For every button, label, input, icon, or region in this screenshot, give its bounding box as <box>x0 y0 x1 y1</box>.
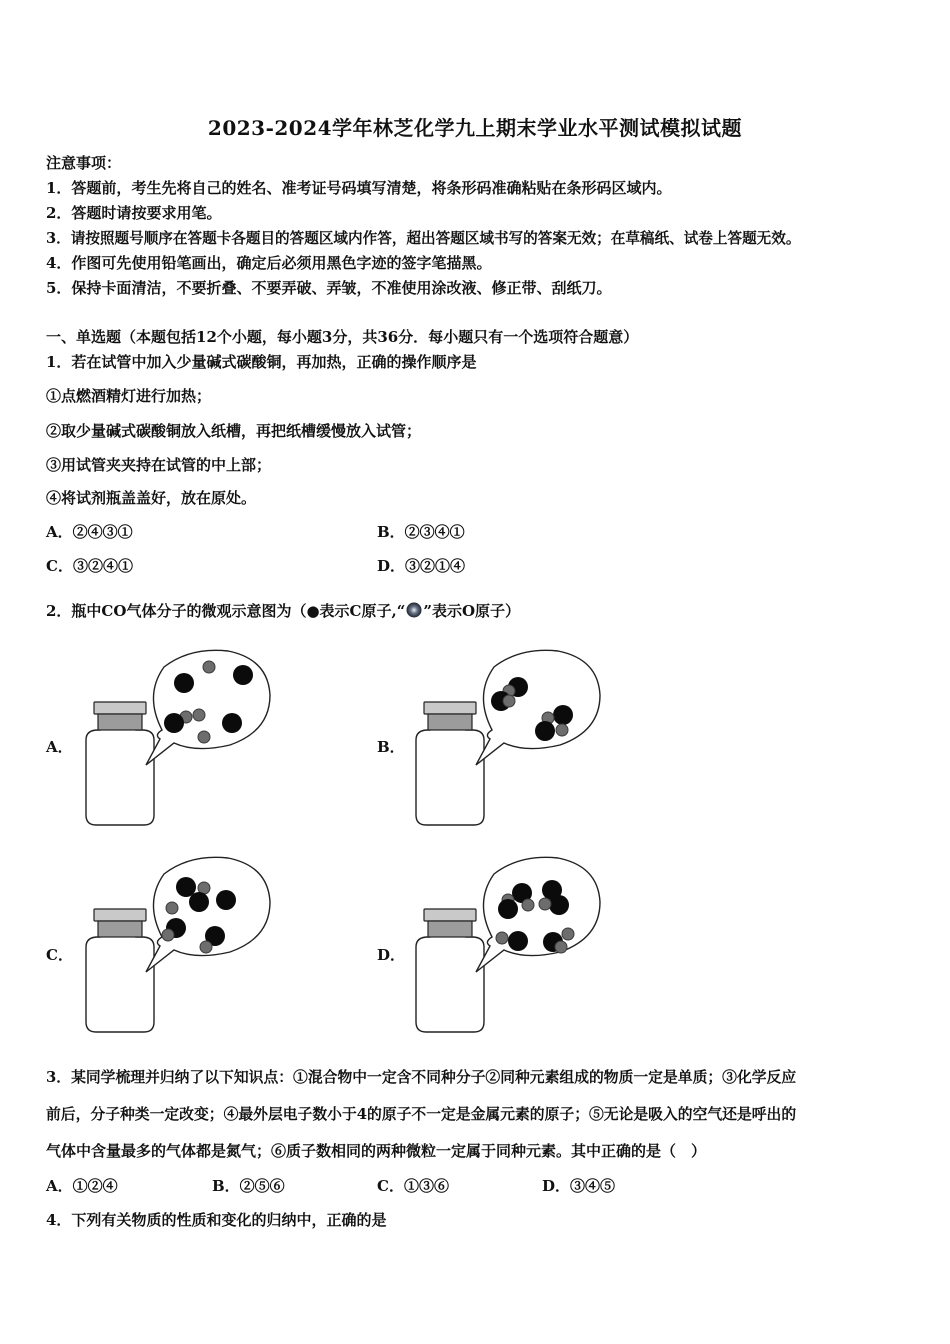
q1-step: ②取少量碱式碳酸铜放入纸槽，再把纸槽缓慢放入试管； <box>46 422 422 440</box>
page-title: 2023-2024学年林芝化学九上期末学业水平测试模拟试题 <box>207 116 743 140</box>
q1-option-c[interactable]: C．③②④① <box>46 557 133 575</box>
q2-option-c[interactable]: C． <box>46 946 73 964</box>
notice-item: 1．答题前，考生先将自己的姓名、准考证号码填写清楚，将条形码准确粘贴在条形码区域内。 <box>46 179 672 197</box>
oxygen-atom <box>193 709 205 721</box>
oxygen-atom <box>556 724 568 736</box>
carbon-atom <box>189 892 209 912</box>
q1-option-d[interactable]: D．③②①④ <box>377 557 466 575</box>
q2-diagram-d <box>408 852 608 1037</box>
q4-stem: 4．下列有关物质的性质和变化的归纳中，正确的是 <box>46 1211 387 1229</box>
q2-stem: 2．瓶中CO气体分子的微观示意图为（●表示C原子,“ ”表示O原子） <box>46 602 521 620</box>
carbon-atom <box>222 713 242 733</box>
carbon-atom <box>535 721 555 741</box>
q2-option-a[interactable]: A． <box>46 738 73 756</box>
q2-option-d[interactable]: D． <box>377 946 406 964</box>
notice-heading: 注意事项： <box>46 154 122 172</box>
oxygen-atom <box>562 928 574 940</box>
oxygen-atom <box>503 695 515 707</box>
notice-item: 2．答题时请按要求用笔。 <box>46 204 222 222</box>
q2-option-b[interactable]: B． <box>377 738 405 756</box>
q3-line: 前后，分子种类一定改变；④最外层电子数小于4的原子不一定是金属元素的原子；⑤无论是吸入的空气还是呼出的 <box>46 1106 797 1123</box>
oxygen-atom <box>522 899 534 911</box>
oxygen-atom <box>555 941 567 953</box>
section-heading: 一、单选题（本题包括12个小题，每小题3分，共36分．每小题只有一个选项符合题意） <box>46 328 639 346</box>
oxygen-atom <box>539 898 551 910</box>
q1-stem: 1．若在试管中加入少量碱式碳酸铜，再加热，正确的操作顺序是 <box>46 353 477 371</box>
oxygen-atom <box>166 902 178 914</box>
notice-item: 5．保持卡面清洁，不要折叠、不要弄破、弄皱，不准使用涂改液、修正带、刮纸刀。 <box>46 279 612 297</box>
carbon-atom <box>553 705 573 725</box>
carbon-atom <box>233 665 253 685</box>
carbon-atom <box>164 713 184 733</box>
q3-option-a[interactable]: A．①②④ <box>46 1177 118 1195</box>
q2-diagram-c <box>78 852 278 1037</box>
q3-line: 气体中含量最多的气体都是氮气；⑥质子数相同的两种微粒一定属于同种元素。其中正确的是（ ） <box>46 1142 707 1160</box>
q1-step: ③用试管夹夹持在试管的中上部； <box>46 456 272 474</box>
notice-item: 3．请按照题号顺序在答题卡各题目的答题区域内作答，超出答题区域书写的答案无效；在草稿纸、试卷上答题无效。 <box>46 230 801 247</box>
q1-step: ①点燃酒精灯进行加热； <box>46 387 212 405</box>
q2-diagram-b <box>408 645 608 830</box>
carbon-atom <box>216 890 236 910</box>
q3-option-d[interactable]: D．③④⑤ <box>542 1177 616 1195</box>
q3-option-c[interactable]: C．①③⑥ <box>377 1177 449 1195</box>
carbon-atom <box>549 895 569 915</box>
q1-option-a[interactable]: A．②④③① <box>46 523 133 541</box>
carbon-atom <box>508 931 528 951</box>
q3-line: 3．某同学梳理并归纳了以下知识点：①混合物中一定含不同种分子②同种元素组成的物质一定是单质；③化学反应 <box>46 1069 797 1086</box>
oxygen-atom <box>203 661 215 673</box>
q2-diagram-a <box>78 645 278 830</box>
carbon-atom <box>174 673 194 693</box>
oxygen-atom <box>496 932 508 944</box>
q3-option-b[interactable]: B．②⑤⑥ <box>212 1177 285 1195</box>
carbon-atom <box>498 899 518 919</box>
oxygen-atom <box>200 941 212 953</box>
oxygen-atom-icon <box>406 602 422 618</box>
oxygen-atom <box>162 929 174 941</box>
notice-item: 4．作图可先使用铅笔画出，确定后必须用黑色字迹的签字笔描黑。 <box>46 254 492 272</box>
q1-option-b[interactable]: B．②③④① <box>377 523 465 541</box>
q1-step: ④将试剂瓶盖盖好，放在原处。 <box>46 489 257 507</box>
oxygen-atom <box>198 731 210 743</box>
